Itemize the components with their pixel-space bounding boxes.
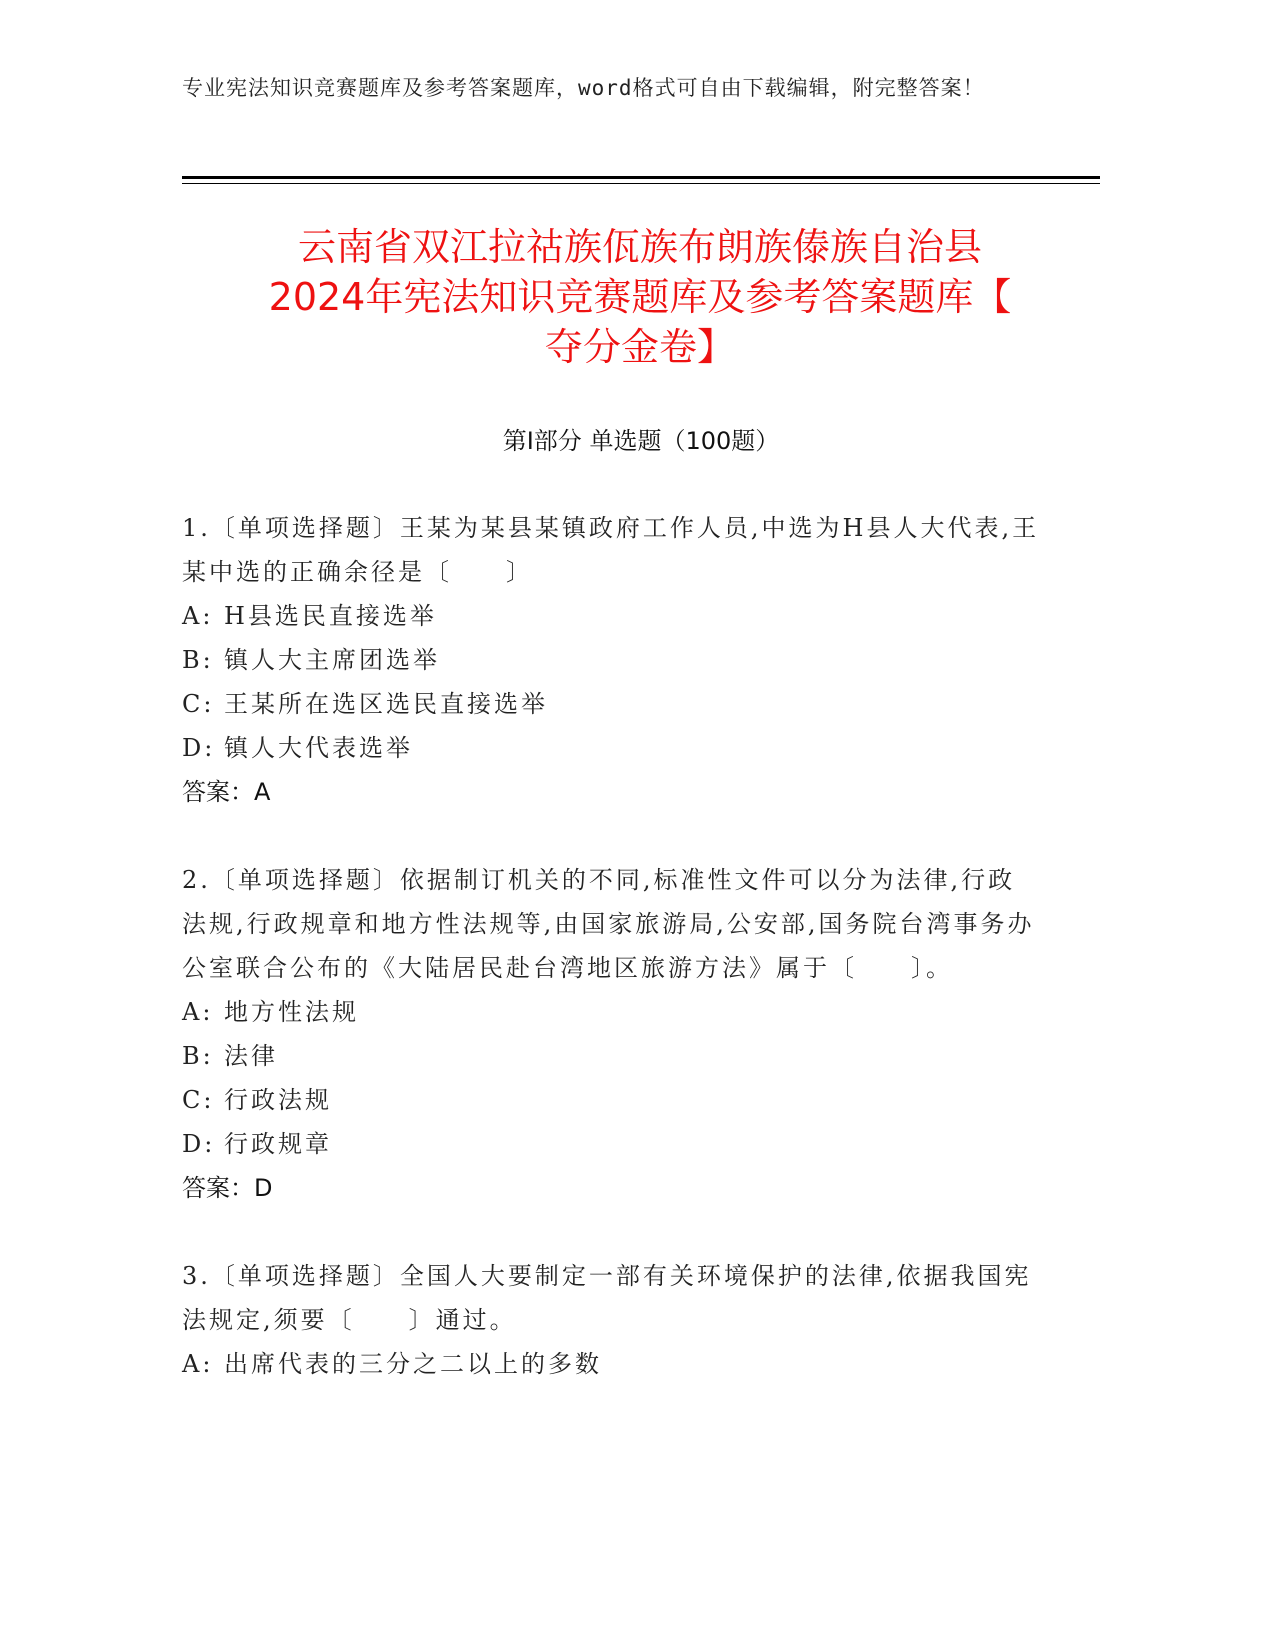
question-stem: 1.〔单项选择题〕王某为某县某镇政府工作人员,中选为H县人大代表,王某中选的正确余径是〔 〕 [182, 514, 1040, 586]
option-c [182, 682, 1042, 726]
option-b [182, 1034, 1042, 1078]
question-1 [182, 506, 1042, 814]
answer-line [182, 770, 1042, 814]
option-key: A: [182, 602, 214, 630]
answer-label: 答案： [182, 778, 254, 806]
option-key: A: [182, 998, 214, 1026]
option-a [182, 990, 1042, 1034]
option-key: D: [182, 1130, 216, 1158]
question-stem: 3.〔单项选择题〕全国人大要制定一部有关环境保护的法律,依据我国宪法规定,须要〔 〕通过。 [182, 1262, 1032, 1334]
option-key: C: [182, 1086, 215, 1114]
option-b [182, 638, 1042, 682]
title-line-1: 云南省双江拉祜族佤族布朗族傣族自治县 [297, 225, 982, 269]
option-key: A: [182, 1350, 214, 1378]
option-text: H县选民直接选举 [224, 602, 437, 630]
answer-line [182, 1166, 1042, 1210]
document-title [170, 222, 1110, 372]
header-note: 专业宪法知识竞赛题库及参考答案题库，word格式可自由下载编辑，附完整答案！ [182, 76, 985, 100]
option-text: 行政法规 [224, 1086, 332, 1114]
option-a [182, 1342, 1042, 1386]
header-divider-thin [182, 183, 1100, 184]
option-key: D: [182, 734, 216, 762]
option-text: 地方性法规 [224, 998, 359, 1026]
option-text: 法律 [224, 1042, 278, 1070]
title-line-3: 夺分金卷】 [544, 325, 735, 369]
section-heading: 第I部分 单选题（100题） [502, 427, 780, 455]
question-2 [182, 858, 1042, 1210]
option-text: 行政规章 [224, 1130, 332, 1158]
answer-label: 答案： [182, 1174, 254, 1202]
answer-value: D [254, 1174, 273, 1202]
option-text: 王某所在选区选民直接选举 [224, 690, 548, 718]
option-key: C: [182, 690, 215, 718]
option-text: 镇人大主席团选举 [224, 646, 440, 674]
option-c [182, 1078, 1042, 1122]
question-3 [182, 1254, 1042, 1386]
question-stem: 2.〔单项选择题〕依据制订机关的不同,标准性文件可以分为法律,行政法规,行政规章和地方性法规等,由国家旅游局,公安部,国务院台湾事务办公室联合公布的《大陆居民赴台湾地区旅游方法》属于〔 〕。 [182, 866, 1035, 982]
header-divider-thick [182, 176, 1100, 179]
option-text: 镇人大代表选举 [224, 734, 413, 762]
title-line-2: 2024年宪法知识竞赛题库及参考答案题库【 [268, 275, 1012, 319]
option-d [182, 726, 1042, 770]
option-d [182, 1122, 1042, 1166]
option-text: 出席代表的三分之二以上的多数 [224, 1350, 602, 1378]
question-list [182, 506, 1042, 1430]
option-key: B: [182, 646, 214, 674]
answer-value: A [254, 778, 271, 806]
option-a [182, 594, 1042, 638]
option-key: B: [182, 1042, 214, 1070]
